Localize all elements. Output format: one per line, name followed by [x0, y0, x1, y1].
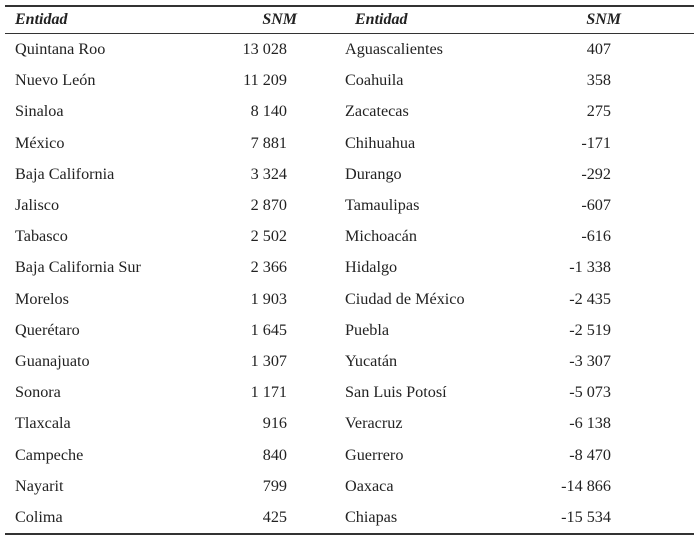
column-end	[611, 346, 694, 377]
column-gap	[287, 502, 345, 533]
right-snm-cell: -1 338	[569, 258, 611, 277]
column-end	[611, 221, 694, 252]
header-entity-right: Entidad	[355, 11, 408, 28]
table-row	[5, 159, 694, 190]
column-end	[611, 252, 694, 283]
right-entity-cell: Puebla	[345, 320, 390, 339]
table-row	[5, 252, 694, 283]
left-snm-cell: 916	[262, 414, 287, 433]
column-end	[611, 159, 694, 190]
left-entity-cell: Sinaloa	[15, 102, 64, 121]
right-entity-cell: Zacatecas	[345, 102, 409, 121]
table-row	[5, 471, 694, 502]
left-entity-cell: Campeche	[15, 445, 84, 464]
column-gap	[287, 284, 345, 315]
right-snm-cell: -171	[581, 133, 611, 152]
column-end	[611, 284, 694, 315]
left-entity-cell: Jalisco	[15, 196, 60, 215]
table-row	[5, 128, 694, 159]
left-snm-cell: 7 881	[250, 133, 287, 152]
column-gap	[287, 377, 345, 408]
table-row	[5, 502, 694, 533]
right-entity-cell: Coahuila	[345, 71, 404, 90]
table-body	[5, 34, 694, 533]
right-entity-cell: Oaxaca	[345, 476, 394, 495]
right-entity-cell: Veracruz	[345, 414, 403, 433]
column-gap	[287, 65, 345, 96]
column-gap	[287, 221, 345, 252]
column-end	[621, 7, 699, 33]
column-gap	[287, 471, 345, 502]
column-gap	[287, 159, 345, 190]
right-entity-cell: Guerrero	[345, 445, 404, 464]
left-entity-cell: México	[15, 133, 65, 152]
table-row	[5, 315, 694, 346]
left-entity-cell: Guanajuato	[15, 351, 90, 370]
column-gap	[287, 34, 345, 65]
column-end	[611, 377, 694, 408]
right-snm-cell: 407	[586, 40, 611, 59]
table-row	[5, 284, 694, 315]
table-row	[5, 34, 694, 65]
left-entity-cell: Querétaro	[15, 320, 80, 339]
left-snm-cell: 840	[262, 445, 287, 464]
left-snm-cell: 1 645	[250, 320, 287, 339]
right-entity-cell: Ciudad de México	[345, 289, 465, 308]
left-snm-cell: 2 502	[250, 227, 287, 246]
right-snm-cell: -607	[581, 196, 611, 215]
right-snm-cell: -292	[581, 164, 611, 183]
right-entity-cell: Chihuahua	[345, 133, 416, 152]
column-end	[611, 471, 694, 502]
right-snm-cell: -6 138	[569, 414, 611, 433]
right-snm-cell: -14 866	[561, 476, 611, 495]
header-entity-left: Entidad	[15, 11, 68, 28]
right-snm-cell: 275	[586, 102, 611, 121]
left-snm-cell: 13 028	[242, 40, 287, 59]
column-gap	[287, 190, 345, 221]
table-bottom-rule	[5, 533, 694, 535]
column-gap	[297, 7, 355, 33]
right-entity-cell: Aguascalientes	[345, 40, 443, 59]
left-snm-cell: 3 324	[250, 164, 287, 183]
right-snm-cell: -3 307	[569, 351, 611, 370]
right-entity-cell: Hidalgo	[345, 258, 398, 277]
right-entity-cell: Tamaulipas	[345, 196, 420, 215]
left-entity-cell: Baja California	[15, 164, 115, 183]
column-end	[611, 439, 694, 470]
right-snm-cell: -616	[581, 227, 611, 246]
left-snm-cell: 425	[262, 507, 287, 526]
table-row	[5, 190, 694, 221]
left-entity-cell: Tabasco	[15, 227, 68, 246]
table-row	[5, 439, 694, 470]
right-snm-cell: -5 073	[569, 383, 611, 402]
data-table	[5, 7, 699, 33]
left-entity-cell: Nuevo León	[15, 71, 96, 90]
right-entity-cell: Yucatán	[345, 351, 398, 370]
table-row	[5, 221, 694, 252]
column-end	[611, 190, 694, 221]
left-entity-cell: Colima	[15, 507, 63, 526]
right-snm-cell: 358	[586, 71, 611, 90]
column-end	[611, 65, 694, 96]
right-snm-cell: -8 470	[569, 445, 611, 464]
left-snm-cell: 8 140	[250, 102, 287, 121]
table-row	[5, 96, 694, 127]
right-entity-cell: Michoacán	[345, 227, 417, 246]
column-end	[611, 96, 694, 127]
left-snm-cell: 1 307	[250, 351, 287, 370]
left-snm-cell: 799	[262, 476, 287, 495]
column-gap	[287, 315, 345, 346]
column-end	[611, 502, 694, 533]
table-row	[5, 408, 694, 439]
header-snm-left: SNM	[262, 11, 297, 28]
snm-table	[5, 5, 694, 535]
table-header	[5, 7, 699, 33]
column-end	[611, 408, 694, 439]
column-end	[611, 315, 694, 346]
column-gap	[287, 346, 345, 377]
left-entity-cell: Sonora	[15, 383, 61, 402]
right-snm-cell: -15 534	[561, 507, 611, 526]
left-entity-cell: Nayarit	[15, 476, 64, 495]
table-row	[5, 65, 694, 96]
right-entity-cell: San Luis Potosí	[345, 383, 447, 402]
right-snm-cell: -2 435	[569, 289, 611, 308]
column-end	[611, 128, 694, 159]
column-gap	[287, 252, 345, 283]
column-end	[611, 34, 694, 65]
left-snm-cell: 2 366	[250, 258, 287, 277]
left-entity-cell: Baja California Sur	[15, 258, 141, 277]
column-gap	[287, 96, 345, 127]
data-table-body	[5, 34, 694, 533]
column-gap	[287, 128, 345, 159]
table-row	[5, 377, 694, 408]
right-snm-cell: -2 519	[569, 320, 611, 339]
left-snm-cell: 11 209	[243, 71, 287, 90]
left-snm-cell: 2 870	[250, 196, 287, 215]
left-entity-cell: Morelos	[15, 289, 69, 308]
table-row	[5, 346, 694, 377]
header-row	[5, 7, 699, 33]
right-entity-cell: Durango	[345, 164, 402, 183]
left-entity-cell: Tlaxcala	[15, 414, 71, 433]
left-snm-cell: 1 171	[250, 383, 287, 402]
right-entity-cell: Chiapas	[345, 507, 398, 526]
header-snm-right: SNM	[586, 11, 621, 28]
column-gap	[287, 439, 345, 470]
column-gap	[287, 408, 345, 439]
left-entity-cell: Quintana Roo	[15, 40, 106, 59]
left-snm-cell: 1 903	[250, 289, 287, 308]
